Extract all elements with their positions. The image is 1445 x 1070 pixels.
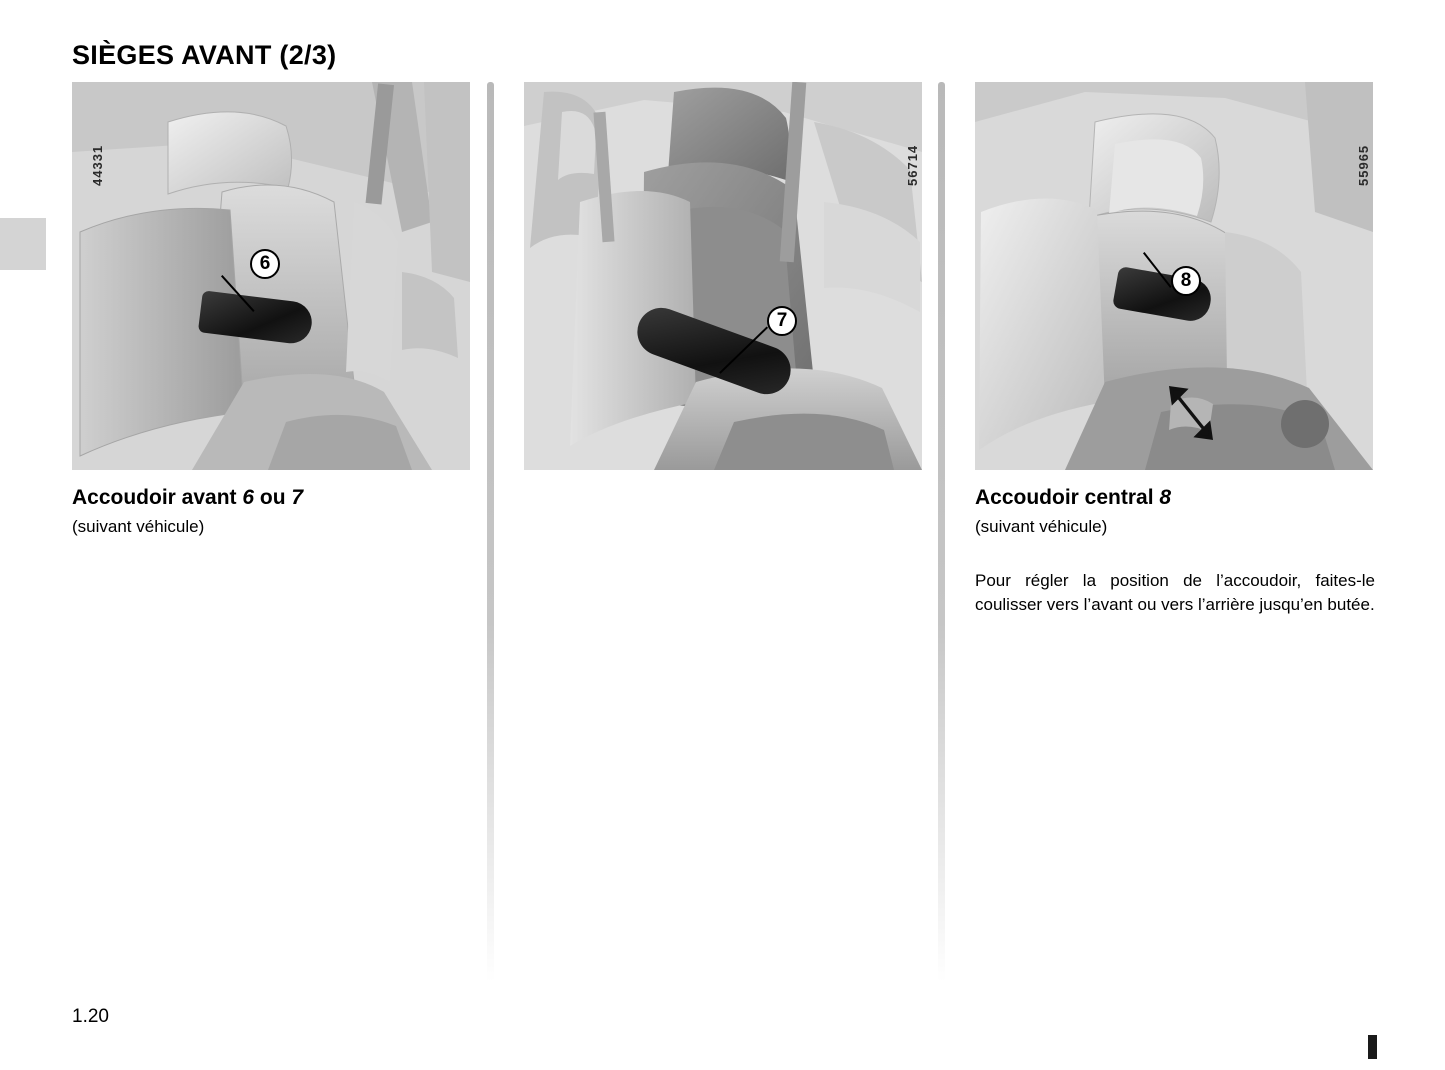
figure-code-2: 56714 <box>905 144 920 186</box>
figure-front-armrest-6 <box>72 82 470 470</box>
column-divider-1 <box>487 82 494 982</box>
callout-8: 8 <box>1171 266 1201 296</box>
figure-front-armrest-7 <box>524 82 922 470</box>
corner-mark <box>1368 1035 1377 1059</box>
caption-title-front-armrest <box>72 486 303 510</box>
page-number: 1.20 <box>72 1006 109 1027</box>
callout-7: 7 <box>767 306 797 336</box>
body-text-central-armrest: Pour régler la position de l’accoudoir, faites-le coulisser vers l’avant ou vers l’arrière jusqu’en butée. <box>975 571 1375 615</box>
column-divider-2 <box>938 82 945 982</box>
figure-code-3: 55965 <box>1356 144 1371 186</box>
caption-title-prefix-central: Accoudoir central <box>975 486 1160 509</box>
figure-central-armrest-8 <box>975 82 1373 470</box>
section-tab-marker <box>0 218 46 270</box>
callout-6: 6 <box>250 249 280 279</box>
caption-title-num-6: 6 <box>242 486 255 509</box>
seat-illustration-2 <box>524 82 922 470</box>
page-title: SIÈGES AVANT (2/3) <box>72 40 337 71</box>
caption-sub-front-armrest: (suivant véhicule) <box>72 517 205 536</box>
figure-code-1: 44331 <box>90 144 105 186</box>
caption-title-central-armrest <box>975 486 1171 510</box>
caption-title-prefix: Accoudoir avant <box>72 486 243 509</box>
caption-title-num-8: 8 <box>1159 486 1172 509</box>
caption-title-mid: ou <box>254 486 292 509</box>
caption-title-num-7: 7 <box>291 486 304 509</box>
caption-sub-central-armrest: (suivant véhicule) <box>975 517 1108 536</box>
